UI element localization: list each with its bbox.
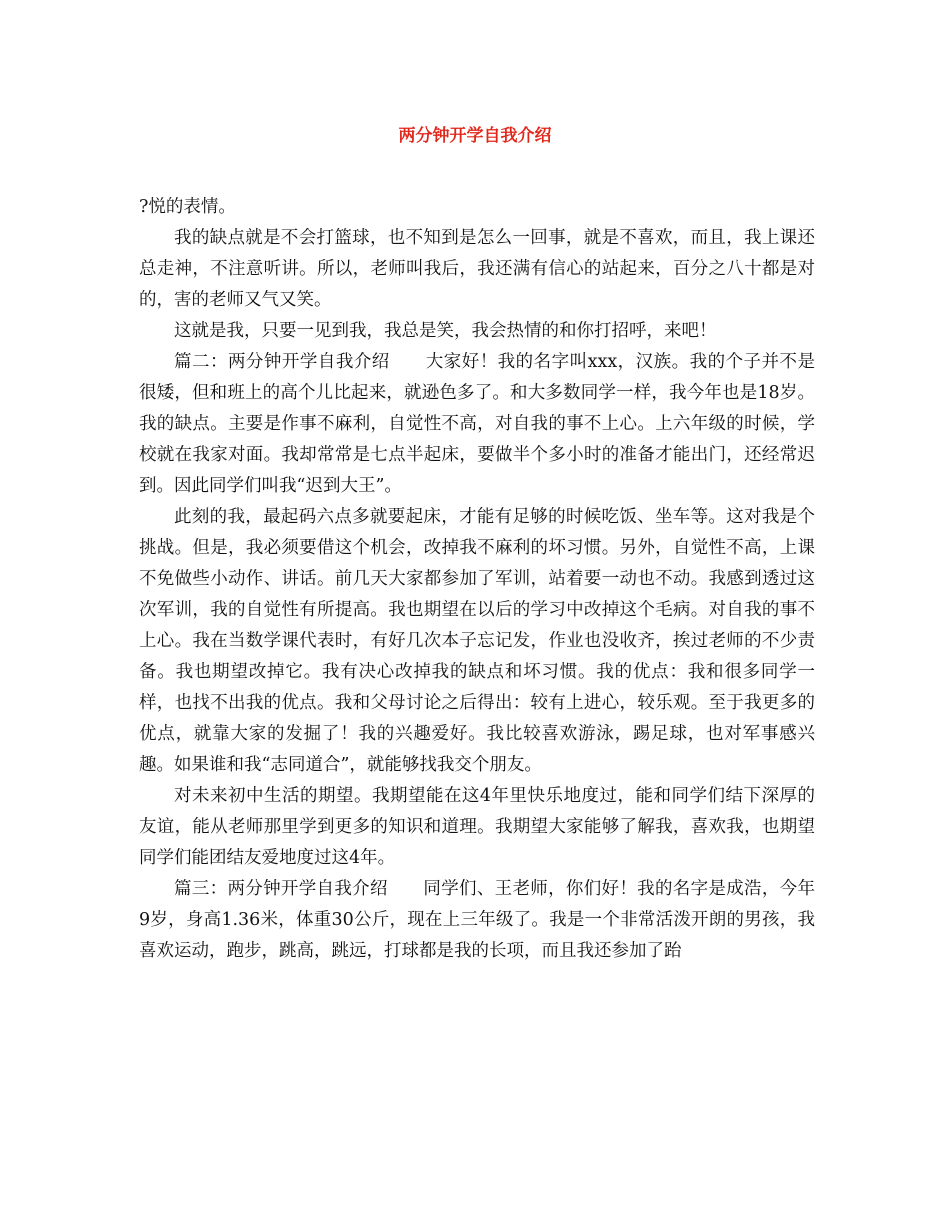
paragraph: 篇三：两分钟开学自我介绍 同学们、王老师，你们好！我的名字是成浩，今年9岁，身高1.36米，体重30公斤，现在上三年级了。我是一个非常活泼开朗的男孩，我喜欢运动，跑步，跳高，跳远，打球都是我的长项，而且我还参加了跆 [139,879,815,961]
document-body [139,192,815,967]
paragraph: 此刻的我，最起码六点多就要起床，才能有足够的时候吃饭、坐车等。这对我是个挑战。但是，我必须要借这个机会，改掉我不麻利的坏习惯。另外，自觉性不高，上课不免做些小动作、讲话。前几天大家都参加了军训，站着要一动也不动。我感到透过这次军训，我的自觉性有所提高。我也期望在以后的学习中改掉这个毛病。对自我的事不上心。我在当数学课代表时，有好几次本子忘记发，作业也没收齐，挨过老师的不少责备。我也期望改掉它。我有决心改掉我的缺点和坏习惯。我的优点：我和很多同学一样，也找不出我的优点。我和父母讨论之后得出：较有上进心，较乐观。至于我更多的优点，就靠大家的发掘了！我的兴趣爱好。我比较喜欢游泳，踢足球，也对军事感兴趣。如果谁和我“志同道合”，就能够找我交个朋友。 [139,507,815,775]
paragraph: ?悦的表情。 [139,197,236,217]
paragraph: 我的缺点就是不会打篮球，也不知到是怎么一回事，就是不喜欢，而且，我上课还总走神，不注意听讲。所以，老师叫我后，我还满有信心的站起来，百分之八十都是对的，害的老师又气又笑。 [139,228,815,310]
paragraph: 篇二：两分钟开学自我介绍 大家好！我的名字叫xxx，汉族。我的个子并不是很矮，但和班上的高个儿比起来，就逊色多了。和大多数同学一样，我今年也是18岁。我的缺点。主要是作事不麻利，自觉性不高，对自我的事不上心。上六年级的时候，学校就在我家对面。我却常常是七点半起床，要做半个多小时的准备才能出门，还经常迟到。因此同学们叫我“迟到大王”。 [139,352,815,496]
paragraph: 这就是我，只要一见到我，我总是笑，我会热情的和你打招呼，来吧！ [174,321,717,341]
document-title: 两分钟开学自我介绍 [398,126,552,146]
paragraph: 对未来初中生活的期望。我期望能在这4年里快乐地度过，能和同学们结下深厚的友谊，能从老师那里学到更多的知识和道理。我期望大家能够了解我，喜欢我，也期望同学们能团结友爱地度过这4年。 [139,786,815,868]
